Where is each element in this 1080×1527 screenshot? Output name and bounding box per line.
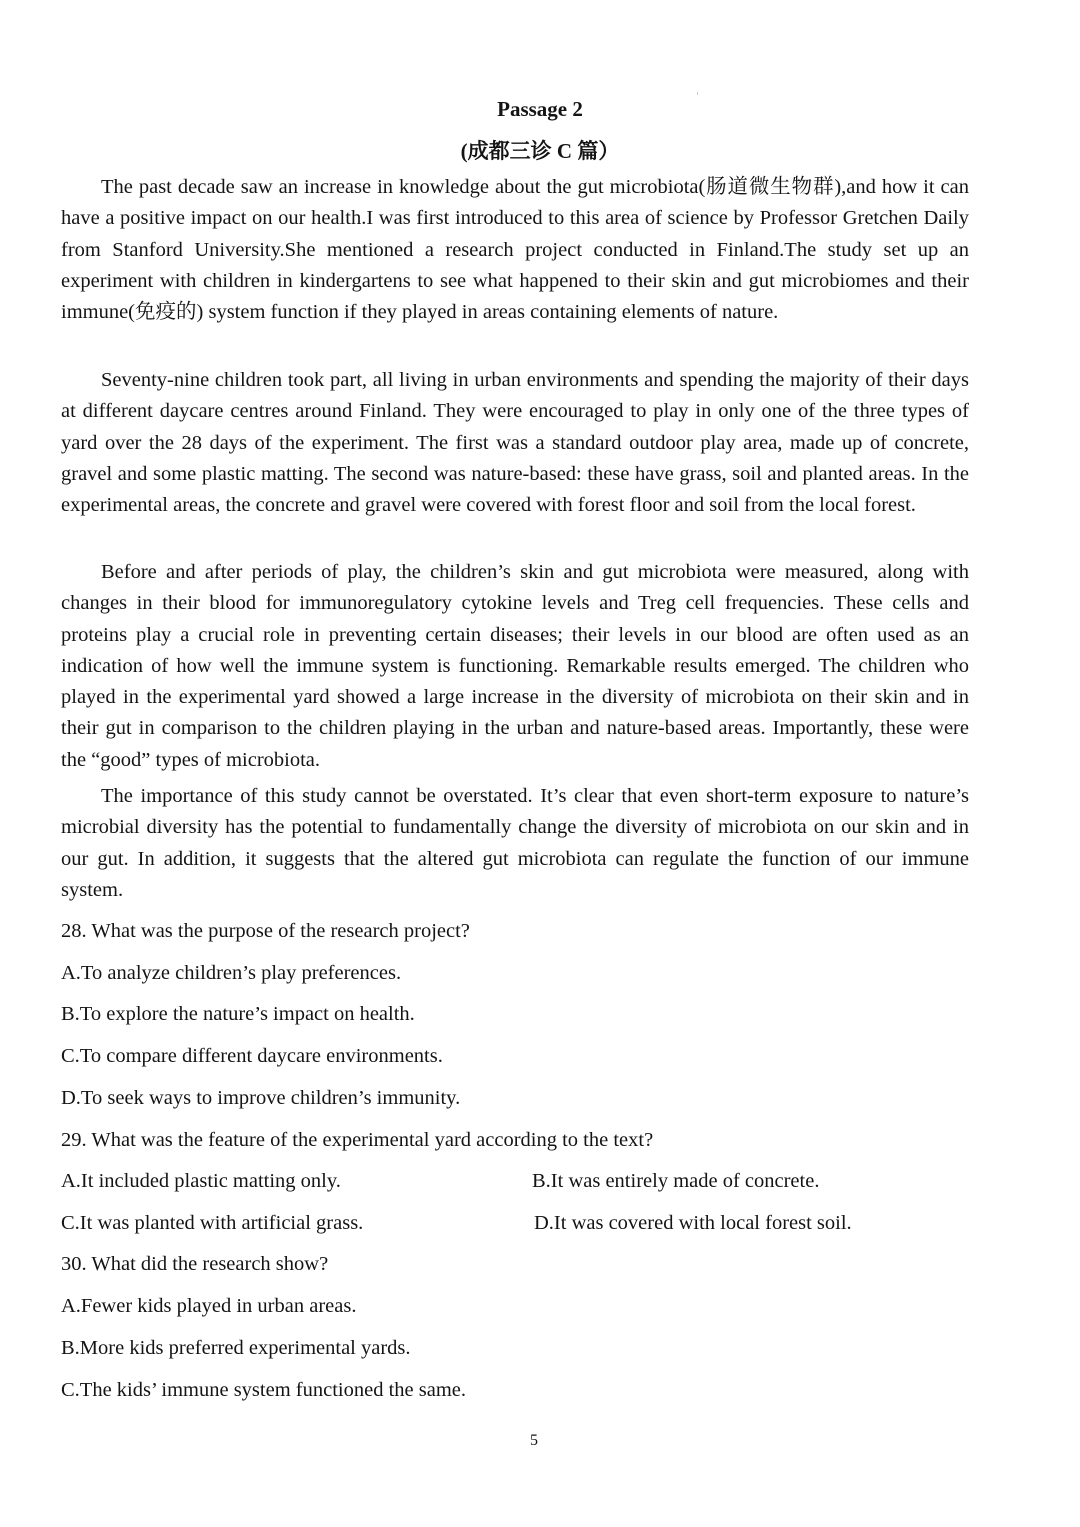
question-29-option-b: B.It was entirely made of concrete. — [532, 1170, 820, 1192]
paragraph-3: Before and after periods of play, the children’s skin and gut microbiota were measured, along with changes in their blood for immunoregulatory cytokine levels and Treg cell frequencies. These cells and proteins play a crucial role in preventing certain diseases; their levels in our blood are often used as an indication of how well the immune system is functioning. Remarkable results emerged. The children who played in the experimental yard showed a large increase in the diversity of microbiota on their skin and in their gut in comparison to the children playing in the urban and nature-based areas. Importantly, these were the “good” types of microbiota. — [61, 561, 969, 771]
question-28-option-a: A.To analyze children’s play preferences. — [61, 962, 402, 984]
question-30-option-b: B.More kids preferred experimental yards. — [61, 1337, 411, 1359]
question-28-stem: 28. What was the purpose of the research project? — [61, 920, 470, 942]
paragraph-4: The importance of this study cannot be overstated. It’s clear that even short-term exposure to nature’s microbial diversity has the potential to fundamentally change the diversity of microbiota on our skin and in our gut. In addition, it suggests that the altered gut microbiota can regulate the function of our immune system. — [61, 785, 969, 901]
question-30-stem: 30. What did the research show? — [61, 1253, 329, 1275]
question-30-option-c: C.The kids’ immune system functioned the same. — [61, 1379, 466, 1401]
question-28-option-d: D.To seek ways to improve children’s immunity. — [61, 1087, 461, 1109]
question-29-option-c: C.It was planted with artificial grass. — [61, 1212, 364, 1234]
question-29-option-d: D.It was covered with local forest soil. — [534, 1212, 852, 1234]
paragraph-1: The past decade saw an increase in knowledge about the gut microbiota(肠道微生物群),and how it can have a positive impact on our health.I was first introduced to this area of science by Professor Gretchen Daily from Stanford University.She mentioned a research project conducted in Finland.The study set up an experiment with children in kindergartens to see what happened to their skin and gut microbiomes and their immune(免疫的) system function if they played in areas containing elements of nature. — [61, 176, 969, 324]
question-29-option-a: A.It included plastic matting only. — [61, 1170, 341, 1192]
passage-source: (成都三诊 C 篇） — [460, 139, 620, 163]
question-29-stem: 29. What was the feature of the experimental yard according to the text? — [61, 1129, 654, 1151]
question-28-option-b: B.To explore the nature’s impact on health. — [61, 1003, 415, 1025]
paragraph-2: Seventy-nine children took part, all living in urban environments and spending the majority of their days at different daycare centres around Finland. They were encouraged to play in only one of the three types of yard over the 28 days of the experiment. The first was a standard outdoor play area, made up of concrete, gravel and some plastic matting. The second was nature-based: these have grass, soil and planted areas. In the experimental areas, the concrete and gravel were covered with forest floor and soil from the local forest. — [61, 369, 969, 517]
passage-title: Passage 2 — [497, 97, 583, 121]
question-30-option-a: A.Fewer kids played in urban areas. — [61, 1295, 357, 1317]
page-number: 5 — [530, 1432, 538, 1449]
question-28-option-c: C.To compare different daycare environments. — [61, 1045, 443, 1067]
